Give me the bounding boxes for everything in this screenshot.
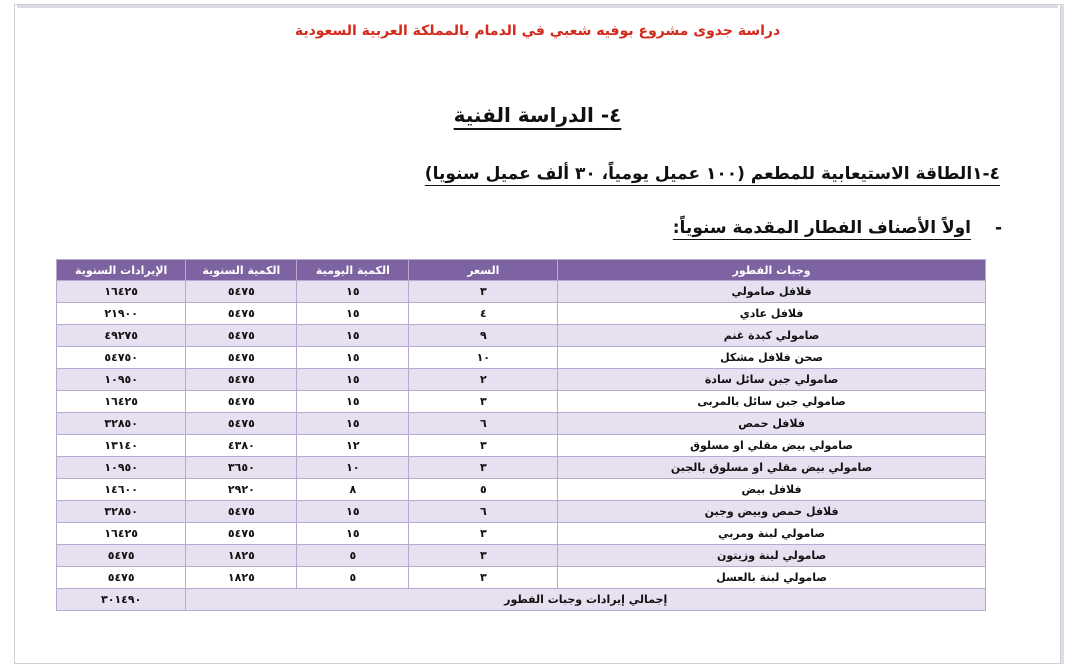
table-row bbox=[57, 325, 986, 347]
cell-annual: ٤٣٨٠ bbox=[186, 435, 297, 457]
cell-annual: ٥٤٧٥ bbox=[186, 523, 297, 545]
cell-daily: ٥ bbox=[297, 567, 409, 589]
cell-price: ٢ bbox=[409, 369, 558, 391]
cell-revenue: ٢١٩٠٠ bbox=[57, 303, 186, 325]
table-row bbox=[57, 567, 986, 589]
list-marker: - bbox=[994, 218, 1002, 238]
cell-revenue: ١٤٦٠٠ bbox=[57, 479, 186, 501]
header-daily: الكمية اليومية bbox=[297, 260, 409, 281]
table-row bbox=[57, 457, 986, 479]
cell-annual: ٥٤٧٥ bbox=[186, 391, 297, 413]
cell-meal: فلافل صامولي bbox=[558, 281, 986, 303]
table-row bbox=[57, 545, 986, 567]
table-row bbox=[57, 523, 986, 545]
table-row bbox=[57, 347, 986, 369]
table-row bbox=[57, 413, 986, 435]
cell-meal: صامولي بيض مقلي او مسلوق bbox=[558, 435, 986, 457]
table-row bbox=[57, 435, 986, 457]
cell-annual: ٥٤٧٥ bbox=[186, 325, 297, 347]
cell-annual: ١٨٢٥ bbox=[186, 545, 297, 567]
cell-price: ٦ bbox=[409, 501, 558, 523]
header-price: السعر bbox=[409, 260, 558, 281]
list-heading bbox=[673, 218, 1002, 238]
cell-revenue: ٣٢٨٥٠ bbox=[57, 501, 186, 523]
list-heading-text: اولاً الأصناف الفطار المقدمة سنوياً: bbox=[672, 218, 972, 238]
cell-price: ٤ bbox=[409, 303, 558, 325]
cell-revenue: ٥٤٧٥ bbox=[57, 545, 186, 567]
cell-meal: فلافل حمص bbox=[558, 413, 986, 435]
table-row bbox=[57, 369, 986, 391]
cell-daily: ١٥ bbox=[297, 369, 409, 391]
table-header-row bbox=[57, 260, 986, 281]
cell-annual: ٥٤٧٥ bbox=[186, 281, 297, 303]
document-header: دراسة جدوى مشروع بوفيه شعبي في الدمام بالمملكة العربية السعودية bbox=[294, 23, 781, 39]
cell-annual: ٥٤٧٥ bbox=[186, 501, 297, 523]
cell-meal: صحن فلافل مشكل bbox=[558, 347, 986, 369]
cell-revenue: ١٦٤٢٥ bbox=[57, 391, 186, 413]
cell-daily: ١٥ bbox=[297, 523, 409, 545]
table-body bbox=[57, 281, 986, 611]
breakfast-revenue-table bbox=[56, 259, 986, 611]
cell-revenue: ١٣١٤٠ bbox=[57, 435, 186, 457]
section-title: ٤- الدراسة الفنية bbox=[453, 103, 622, 127]
cell-meal: صامولي جبن سائل سادة bbox=[558, 369, 986, 391]
cell-annual: ٥٤٧٥ bbox=[186, 413, 297, 435]
cell-price: ٩ bbox=[409, 325, 558, 347]
total-label: إجمالي إيرادات وجبات الفطور bbox=[186, 589, 986, 611]
cell-annual: ٣٦٥٠ bbox=[186, 457, 297, 479]
cell-revenue: ٤٩٢٧٥ bbox=[57, 325, 186, 347]
cell-revenue: ٣٢٨٥٠ bbox=[57, 413, 186, 435]
cell-price: ٣ bbox=[409, 523, 558, 545]
cell-price: ٥ bbox=[409, 479, 558, 501]
cell-daily: ٨ bbox=[297, 479, 409, 501]
cell-daily: ٥ bbox=[297, 545, 409, 567]
cell-revenue: ٥٤٧٥٠ bbox=[57, 347, 186, 369]
cell-meal: صامولي لبنة وزيتون bbox=[558, 545, 986, 567]
cell-daily: ١٥ bbox=[297, 281, 409, 303]
table-total-row bbox=[57, 589, 986, 611]
cell-meal: فلافل عادي bbox=[558, 303, 986, 325]
cell-revenue: ١٠٩٥٠ bbox=[57, 369, 186, 391]
cell-annual: ٥٤٧٥ bbox=[186, 303, 297, 325]
total-revenue: ٣٠١٤٩٠ bbox=[57, 589, 186, 611]
cell-meal: صامولي لبنة بالعسل bbox=[558, 567, 986, 589]
cell-meal: فلافل بيض bbox=[558, 479, 986, 501]
cell-daily: ١٥ bbox=[297, 325, 409, 347]
page-top-rule bbox=[17, 5, 1058, 8]
cell-revenue: ١٦٤٢٥ bbox=[57, 523, 186, 545]
header-annual: الكمية السنوية bbox=[186, 260, 297, 281]
cell-price: ٣ bbox=[409, 457, 558, 479]
table-row bbox=[57, 303, 986, 325]
section-title-wrap bbox=[15, 103, 1060, 127]
cell-price: ٣ bbox=[409, 391, 558, 413]
cell-revenue: ١٦٤٢٥ bbox=[57, 281, 186, 303]
cell-price: ٣ bbox=[409, 545, 558, 567]
cell-price: ٦ bbox=[409, 413, 558, 435]
cell-annual: ٥٤٧٥ bbox=[186, 347, 297, 369]
cell-daily: ١٥ bbox=[297, 303, 409, 325]
cell-annual: ١٨٢٥ bbox=[186, 567, 297, 589]
table-row bbox=[57, 501, 986, 523]
cell-revenue: ١٠٩٥٠ bbox=[57, 457, 186, 479]
header-meal: وجبات الفطور bbox=[558, 260, 986, 281]
subsection-title: ٤-١الطاقة الاستيعابية للمطعم (١٠٠ عميل يومياً، ٣٠ ألف عميل سنويا) bbox=[424, 164, 1000, 184]
cell-price: ٣ bbox=[409, 435, 558, 457]
cell-price: ٣ bbox=[409, 567, 558, 589]
table-row bbox=[57, 281, 986, 303]
cell-daily: ١٥ bbox=[297, 391, 409, 413]
cell-revenue: ٥٤٧٥ bbox=[57, 567, 186, 589]
cell-daily: ١٢ bbox=[297, 435, 409, 457]
cell-daily: ١٥ bbox=[297, 501, 409, 523]
cell-meal: صامولي جبن سائل بالمربى bbox=[558, 391, 986, 413]
header-revenue: الإيرادات السنوية bbox=[57, 260, 186, 281]
table-row bbox=[57, 391, 986, 413]
cell-daily: ١٥ bbox=[297, 347, 409, 369]
cell-daily: ١٥ bbox=[297, 413, 409, 435]
cell-meal: صامولي كبدة غنم bbox=[558, 325, 986, 347]
cell-meal: صامولي بيض مقلي او مسلوق بالجبن bbox=[558, 457, 986, 479]
cell-annual: ٥٤٧٥ bbox=[186, 369, 297, 391]
cell-price: ١٠ bbox=[409, 347, 558, 369]
cell-annual: ٢٩٢٠ bbox=[186, 479, 297, 501]
cell-meal: صامولي لبنة ومربي bbox=[558, 523, 986, 545]
cell-meal: فلافل حمص وبيض وجبن bbox=[558, 501, 986, 523]
cell-daily: ١٠ bbox=[297, 457, 409, 479]
cell-price: ٣ bbox=[409, 281, 558, 303]
table-row bbox=[57, 479, 986, 501]
